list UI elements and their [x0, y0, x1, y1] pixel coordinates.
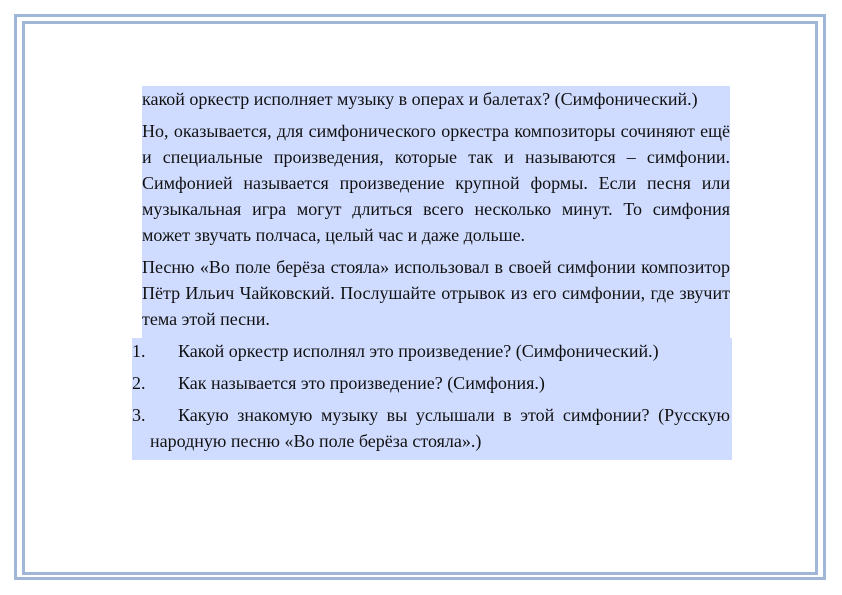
question-text: Какой оркестр исполнял это произведение? (Симфонический.): [178, 341, 659, 361]
question-text: Как называется это произведение? (Симфония.): [178, 373, 545, 393]
question-item: [132, 370, 732, 402]
question-text: Какую знакомую музыку вы услышали в этой симфонии? (Русскую народную песню «Во поле берёза стояла».): [150, 405, 730, 451]
paragraph: какой оркестр исполняет музыку в операх и балетах? (Симфонический.): [142, 86, 730, 118]
question-number: 3.: [132, 405, 146, 425]
question-number: 2.: [132, 373, 146, 393]
paragraph: Песню «Во поле берёза стояла» использовал в своей симфонии композитор Пётр Ильич Чайковский. Послушайте отрывок из его симфонии, где звучит тема этой песни.: [142, 254, 730, 338]
slide-text-body: [132, 86, 732, 460]
paragraph: Но, оказывается, для симфонического оркестра композиторы сочиняют ещё и специальные произведения, которые так и называются – симфонии. Симфонией называется произведение крупной формы. Если песня или музыкальная игра могут длиться всего несколько минут. То симфония может звучать полчаса, целый час и даже дольше.: [142, 118, 730, 254]
question-item: [132, 338, 732, 370]
question-number: 1.: [132, 341, 146, 361]
question-item: [132, 402, 732, 460]
